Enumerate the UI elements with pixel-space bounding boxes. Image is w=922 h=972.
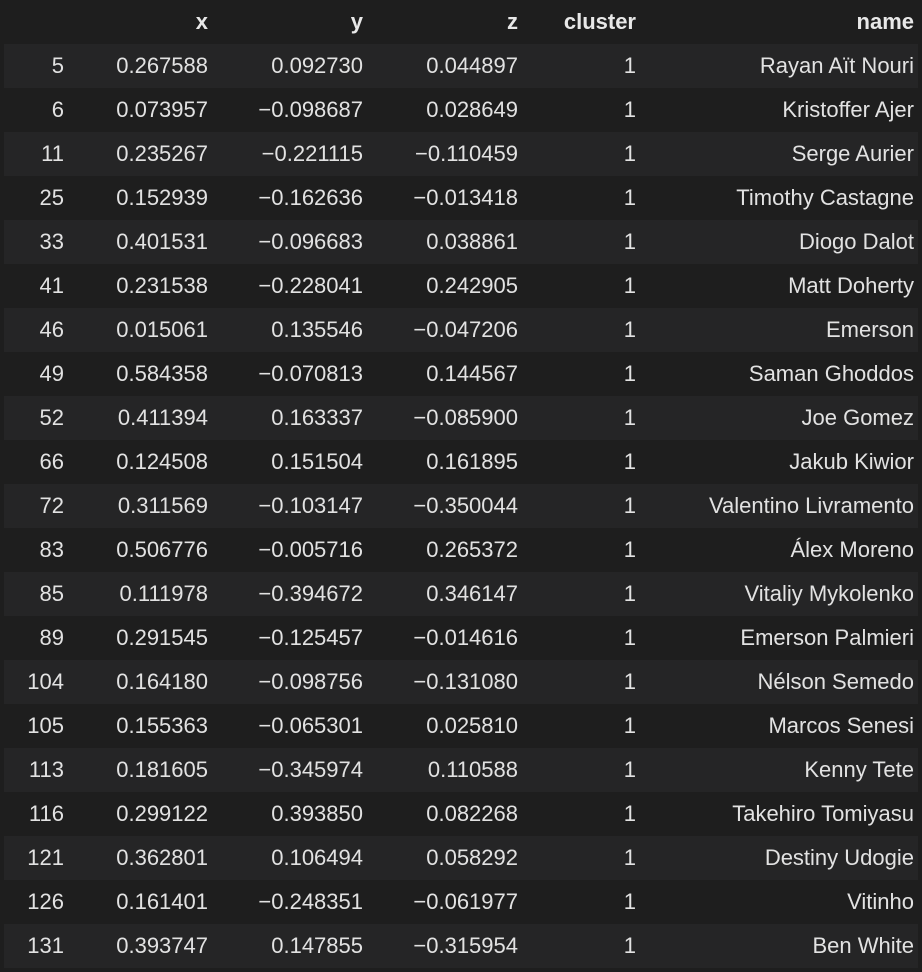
row-index: 11 <box>4 132 68 176</box>
cell-cluster: 1 <box>522 484 640 528</box>
table-row <box>4 484 918 528</box>
cell-x: 0.124508 <box>68 440 212 484</box>
cell-name: Ben White <box>640 924 918 968</box>
row-index: 41 <box>4 264 68 308</box>
table-row <box>4 880 918 924</box>
cell-y: 0.393850 <box>212 792 367 836</box>
cell-name: Jakub Kiwior <box>640 440 918 484</box>
row-index: 113 <box>4 748 68 792</box>
cell-z: 0.242905 <box>367 264 522 308</box>
cell-cluster: 1 <box>522 396 640 440</box>
dataframe-table <box>4 0 918 968</box>
cell-name: Destiny Udogie <box>640 836 918 880</box>
cell-cluster: 1 <box>522 132 640 176</box>
table-row <box>4 440 918 484</box>
cell-z: 0.038861 <box>367 220 522 264</box>
cell-cluster: 1 <box>522 308 640 352</box>
cell-cluster: 1 <box>522 748 640 792</box>
cell-y: −0.103147 <box>212 484 367 528</box>
cell-name: Vitinho <box>640 880 918 924</box>
row-index: 33 <box>4 220 68 264</box>
cell-y: −0.005716 <box>212 528 367 572</box>
header-cluster: cluster <box>522 0 640 44</box>
cell-name: Joe Gomez <box>640 396 918 440</box>
row-index: 85 <box>4 572 68 616</box>
cell-name: Kenny Tete <box>640 748 918 792</box>
cell-cluster: 1 <box>522 792 640 836</box>
cell-cluster: 1 <box>522 264 640 308</box>
row-index: 5 <box>4 44 68 88</box>
cell-name: Nélson Semedo <box>640 660 918 704</box>
header-name: name <box>640 0 918 44</box>
cell-name: Valentino Livramento <box>640 484 918 528</box>
cell-name: Álex Moreno <box>640 528 918 572</box>
row-index: 104 <box>4 660 68 704</box>
cell-name: Timothy Castagne <box>640 176 918 220</box>
cell-x: 0.152939 <box>68 176 212 220</box>
cell-y: −0.070813 <box>212 352 367 396</box>
cell-z: −0.085900 <box>367 396 522 440</box>
table-row <box>4 352 918 396</box>
cell-y: −0.162636 <box>212 176 367 220</box>
cell-y: −0.248351 <box>212 880 367 924</box>
table-row <box>4 264 918 308</box>
header-y: y <box>212 0 367 44</box>
cell-cluster: 1 <box>522 220 640 264</box>
row-index: 46 <box>4 308 68 352</box>
table-row <box>4 176 918 220</box>
cell-name: Diogo Dalot <box>640 220 918 264</box>
cell-y: −0.098756 <box>212 660 367 704</box>
cell-z: 0.144567 <box>367 352 522 396</box>
cell-cluster: 1 <box>522 616 640 660</box>
cell-y: −0.096683 <box>212 220 367 264</box>
cell-z: 0.346147 <box>367 572 522 616</box>
cell-z: 0.058292 <box>367 836 522 880</box>
table-row <box>4 44 918 88</box>
table-row <box>4 220 918 264</box>
cell-cluster: 1 <box>522 528 640 572</box>
cell-z: 0.082268 <box>367 792 522 836</box>
cell-x: 0.181605 <box>68 748 212 792</box>
cell-x: 0.161401 <box>68 880 212 924</box>
cell-name: Takehiro Tomiyasu <box>640 792 918 836</box>
row-index: 52 <box>4 396 68 440</box>
cell-y: 0.092730 <box>212 44 367 88</box>
table-row <box>4 924 918 968</box>
header-z: z <box>367 0 522 44</box>
cell-x: 0.291545 <box>68 616 212 660</box>
table-row <box>4 748 918 792</box>
cell-z: −0.013418 <box>367 176 522 220</box>
cell-x: 0.073957 <box>68 88 212 132</box>
cell-z: −0.110459 <box>367 132 522 176</box>
cell-name: Marcos Senesi <box>640 704 918 748</box>
cell-x: 0.267588 <box>68 44 212 88</box>
cell-x: 0.235267 <box>68 132 212 176</box>
cell-y: −0.228041 <box>212 264 367 308</box>
header-row <box>4 0 918 44</box>
cell-y: 0.151504 <box>212 440 367 484</box>
cell-z: −0.061977 <box>367 880 522 924</box>
row-index: 72 <box>4 484 68 528</box>
cell-cluster: 1 <box>522 836 640 880</box>
cell-y: −0.221115 <box>212 132 367 176</box>
table-row <box>4 704 918 748</box>
cell-x: 0.584358 <box>68 352 212 396</box>
cell-x: 0.506776 <box>68 528 212 572</box>
cell-y: −0.065301 <box>212 704 367 748</box>
row-index: 66 <box>4 440 68 484</box>
cell-x: 0.111978 <box>68 572 212 616</box>
header-x: x <box>68 0 212 44</box>
cell-y: −0.098687 <box>212 88 367 132</box>
cell-y: 0.135546 <box>212 308 367 352</box>
cell-name: Matt Doherty <box>640 264 918 308</box>
cell-z: 0.044897 <box>367 44 522 88</box>
cell-name: Kristoffer Ajer <box>640 88 918 132</box>
cell-z: 0.161895 <box>367 440 522 484</box>
cell-y: 0.163337 <box>212 396 367 440</box>
table-row <box>4 528 918 572</box>
cell-x: 0.393747 <box>68 924 212 968</box>
cell-x: 0.299122 <box>68 792 212 836</box>
cell-x: 0.164180 <box>68 660 212 704</box>
cell-cluster: 1 <box>522 176 640 220</box>
cell-cluster: 1 <box>522 440 640 484</box>
cell-x: 0.411394 <box>68 396 212 440</box>
cell-z: 0.110588 <box>367 748 522 792</box>
cell-x: 0.362801 <box>68 836 212 880</box>
cell-cluster: 1 <box>522 660 640 704</box>
cell-z: −0.131080 <box>367 660 522 704</box>
cell-cluster: 1 <box>522 704 640 748</box>
cell-y: 0.147855 <box>212 924 367 968</box>
cell-name: Emerson Palmieri <box>640 616 918 660</box>
table-row <box>4 396 918 440</box>
cell-y: 0.106494 <box>212 836 367 880</box>
table-body <box>4 44 918 968</box>
cell-z: −0.315954 <box>367 924 522 968</box>
table-row <box>4 308 918 352</box>
row-index: 83 <box>4 528 68 572</box>
table-row <box>4 792 918 836</box>
cell-y: −0.394672 <box>212 572 367 616</box>
cell-z: 0.025810 <box>367 704 522 748</box>
row-index: 25 <box>4 176 68 220</box>
cell-x: 0.015061 <box>68 308 212 352</box>
table-row <box>4 572 918 616</box>
cell-z: −0.014616 <box>367 616 522 660</box>
cell-cluster: 1 <box>522 352 640 396</box>
table-row <box>4 132 918 176</box>
table-row <box>4 836 918 880</box>
cell-z: −0.047206 <box>367 308 522 352</box>
cell-name: Vitaliy Mykolenko <box>640 572 918 616</box>
cell-x: 0.401531 <box>68 220 212 264</box>
cell-cluster: 1 <box>522 88 640 132</box>
row-index: 131 <box>4 924 68 968</box>
row-index: 121 <box>4 836 68 880</box>
row-index: 105 <box>4 704 68 748</box>
cell-cluster: 1 <box>522 44 640 88</box>
row-index: 126 <box>4 880 68 924</box>
row-index: 116 <box>4 792 68 836</box>
cell-name: Serge Aurier <box>640 132 918 176</box>
cell-name: Saman Ghoddos <box>640 352 918 396</box>
cell-cluster: 1 <box>522 924 640 968</box>
cell-z: −0.350044 <box>367 484 522 528</box>
cell-name: Emerson <box>640 308 918 352</box>
cell-x: 0.311569 <box>68 484 212 528</box>
cell-z: 0.265372 <box>367 528 522 572</box>
header-index <box>4 0 68 44</box>
row-index: 49 <box>4 352 68 396</box>
cell-x: 0.155363 <box>68 704 212 748</box>
cell-cluster: 1 <box>522 880 640 924</box>
table-row <box>4 88 918 132</box>
cell-x: 0.231538 <box>68 264 212 308</box>
cell-y: −0.125457 <box>212 616 367 660</box>
row-index: 6 <box>4 88 68 132</box>
cell-name: Rayan Aït Nouri <box>640 44 918 88</box>
table-row <box>4 660 918 704</box>
cell-y: −0.345974 <box>212 748 367 792</box>
cell-z: 0.028649 <box>367 88 522 132</box>
row-index: 89 <box>4 616 68 660</box>
table-header <box>4 0 918 44</box>
table-row <box>4 616 918 660</box>
cell-cluster: 1 <box>522 572 640 616</box>
